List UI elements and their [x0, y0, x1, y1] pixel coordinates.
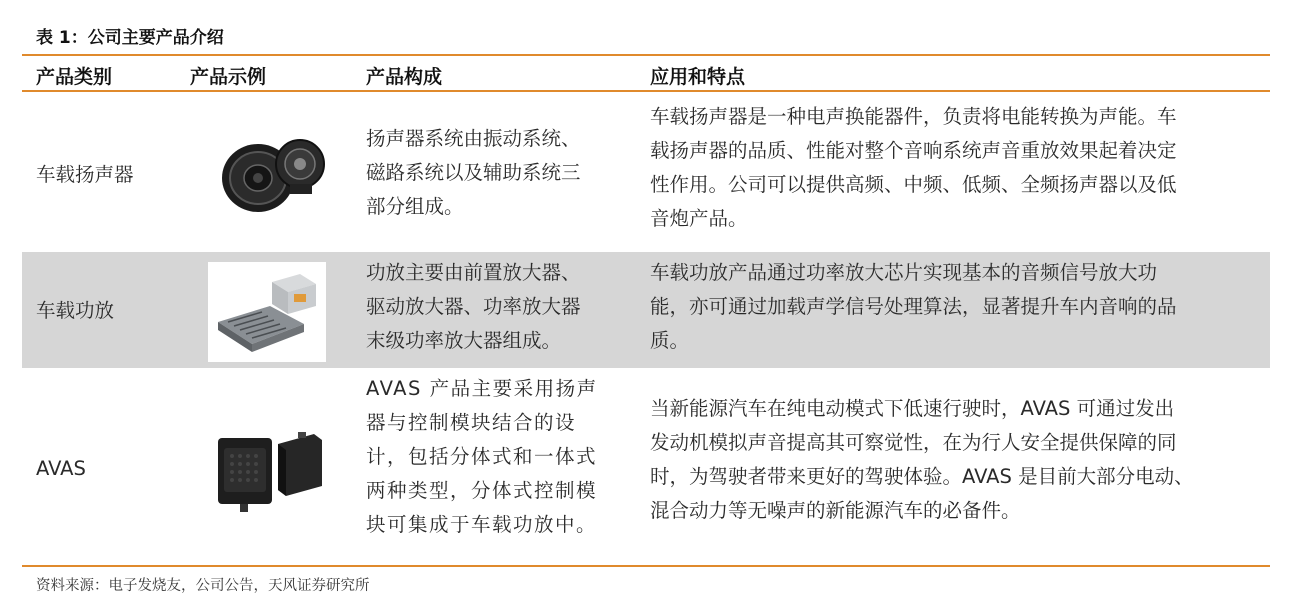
amplifier-image	[208, 262, 326, 362]
category-cell: 车载扬声器	[36, 163, 134, 186]
category-cell: 车载功放	[36, 299, 115, 322]
composition-cell: 扬声器系统由振动系统、 磁路系统以及辅助系统三 部分组成。	[366, 127, 581, 218]
category-cell: AVAS	[36, 457, 86, 480]
application-cell: 车载扬声器是一种电声换能器件，负责将电能转换为声能。车 载扬声器的品质、性能对整个音响系统声音重放效果起着决定 性作用。公司可以提供高频、中频、低频、全频扬声器以及低 音炮产品。	[650, 105, 1177, 230]
composition-cell: 功放主要由前置放大器、 驱动放大器、功率放大器 末级功率放大器组成。	[366, 261, 581, 352]
application-cell: 车载功放产品通过功率放大芯片实现基本的音频信号放大功 能，亦可通过加载声学信号处理算法，显著提升车内音响的品 质。	[650, 261, 1177, 352]
speaker-image	[218, 136, 330, 216]
table-row	[22, 92, 1270, 252]
avas-module-image	[214, 428, 330, 518]
top-rule	[22, 54, 1270, 56]
table-row	[22, 368, 1270, 565]
table-caption: 表 1：公司主要产品介绍	[36, 28, 224, 48]
composition-cell: AVAS 产品主要采用扬声 器与控制模块结合的设 计，包括分体式和一体式 两种类型，分体式控制模 块可集成于车载功放中。	[366, 377, 598, 536]
source-note: 资料来源：电子发烧友，公司公告，天风证券研究所	[36, 578, 370, 594]
header-application: 应用和特点	[650, 66, 746, 88]
header-example: 产品示例	[190, 66, 267, 88]
table-row	[22, 252, 1270, 368]
application-cell: 当新能源汽车在纯电动模式下低速行驶时，AVAS 可通过发出 发动机模拟声音提高其可察觉性，在为行人安全提供保障的同 时，为驾驶者带来更好的驾驶体验。AVAS 是目前大部分电动、 混合动力等无噪声的新能源汽车的必备件。	[650, 397, 1194, 522]
header-composition: 产品构成	[366, 66, 443, 88]
header-category: 产品类别	[36, 66, 113, 88]
bottom-rule	[22, 565, 1270, 567]
